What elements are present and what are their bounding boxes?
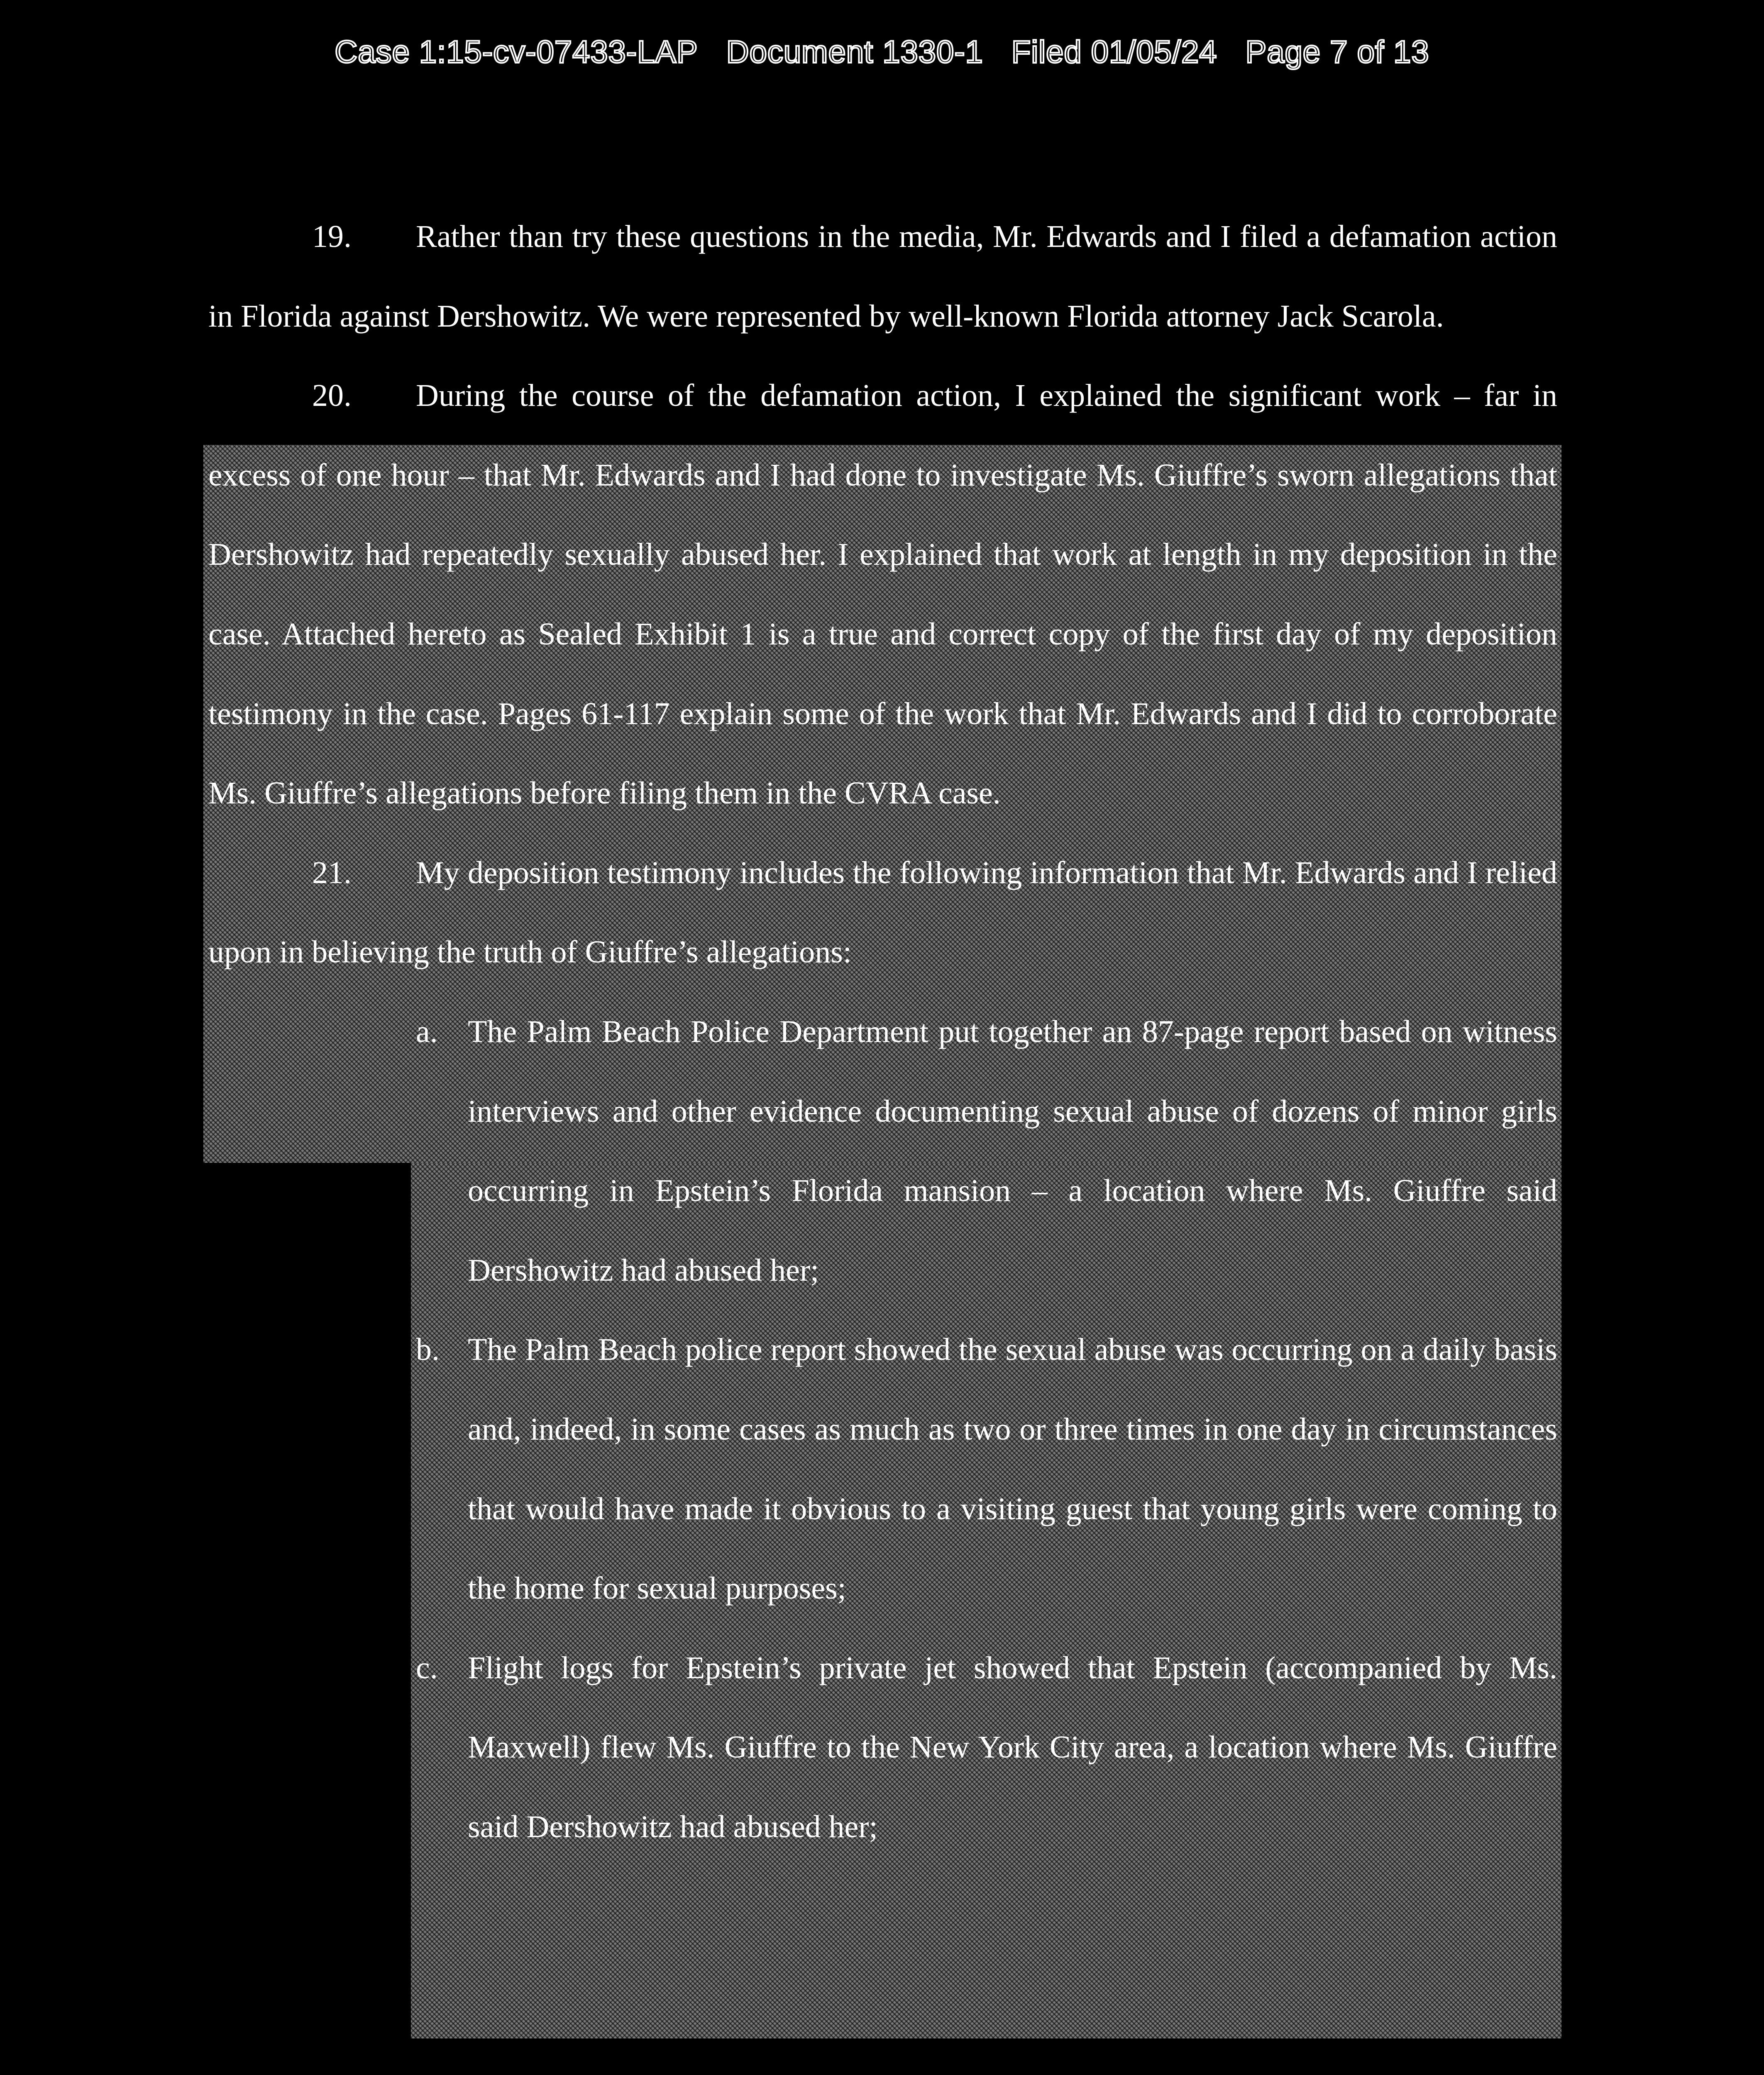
list-item	[416, 1310, 1557, 1628]
case-number: Case 1:15-cv-07433-LAP	[335, 34, 698, 70]
list-item-text: Flight logs for Epstein’s private jet showed that Epstein (accompanied by Ms. Maxwell) flew Ms. Giuffre to the New York City area, a location where Ms. Giuffre said Dershowitz had abused her;	[468, 1650, 1557, 1844]
paragraph-text: Rather than try these questions in the media, Mr. Edwards and I filed a defamation action in Florida against Dershowitz. We were represented by well-known Florida attorney Jack Scarola.	[208, 219, 1557, 334]
list-item	[416, 1628, 1557, 1867]
paragraph-number: 20.	[312, 378, 352, 413]
list-marker: b.	[416, 1332, 440, 1367]
document-number: Document 1330-1	[726, 34, 983, 70]
page-of-total: Page 7 of 13	[1245, 34, 1429, 70]
paragraph-21	[208, 833, 1557, 992]
court-filing-header	[0, 34, 1764, 70]
list-marker: c.	[416, 1650, 438, 1685]
list-item	[416, 992, 1557, 1310]
paragraph-text: My deposition testimony includes the following information that Mr. Edwards and I relied upon in believing the truth of Giuffre’s allegations:	[208, 855, 1557, 970]
list-item-text: The Palm Beach police report showed the sexual abuse was occurring on a daily basis and, indeed, in some cases as much as two or three times in one day in circumstances that would have made it obvious to a visiting guest that young girls were coming to the home for sexual purposes;	[468, 1332, 1557, 1606]
list-marker: a.	[416, 1014, 438, 1049]
paragraph-20	[208, 356, 1557, 833]
paragraph-text: During the course of the defamation action, I explained the significant work – far in excess of one hour – that Mr. Edwards and I had done to investigate Ms. Giuffre’s sworn allegations that Dershowitz had repeatedly sexually abused her. I explained that work at length in my deposition in the case. Attached hereto as Sealed Exhibit 1 is a true and correct copy of the first day of my deposition testimony in the case. Pages 61-117 explain some of the work that Mr. Edwards and I did to corroborate Ms. Giuffre’s allegations before filing them in the CVRA case.	[208, 378, 1557, 811]
paragraph-number: 19.	[312, 219, 352, 254]
paragraph-19	[208, 197, 1557, 356]
list-item-text: The Palm Beach Police Department put together an 87-page report based on witness interviews and other evidence documenting sexual abuse of dozens of minor girls occurring in Epstein’s Florida mansion – a location where Ms. Giuffre said Dershowitz had abused her;	[468, 1014, 1557, 1288]
paragraph-number: 21.	[312, 855, 352, 890]
relied-upon-list	[416, 992, 1557, 1867]
document-body	[208, 197, 1557, 1867]
filed-date: Filed 01/05/24	[1011, 34, 1217, 70]
